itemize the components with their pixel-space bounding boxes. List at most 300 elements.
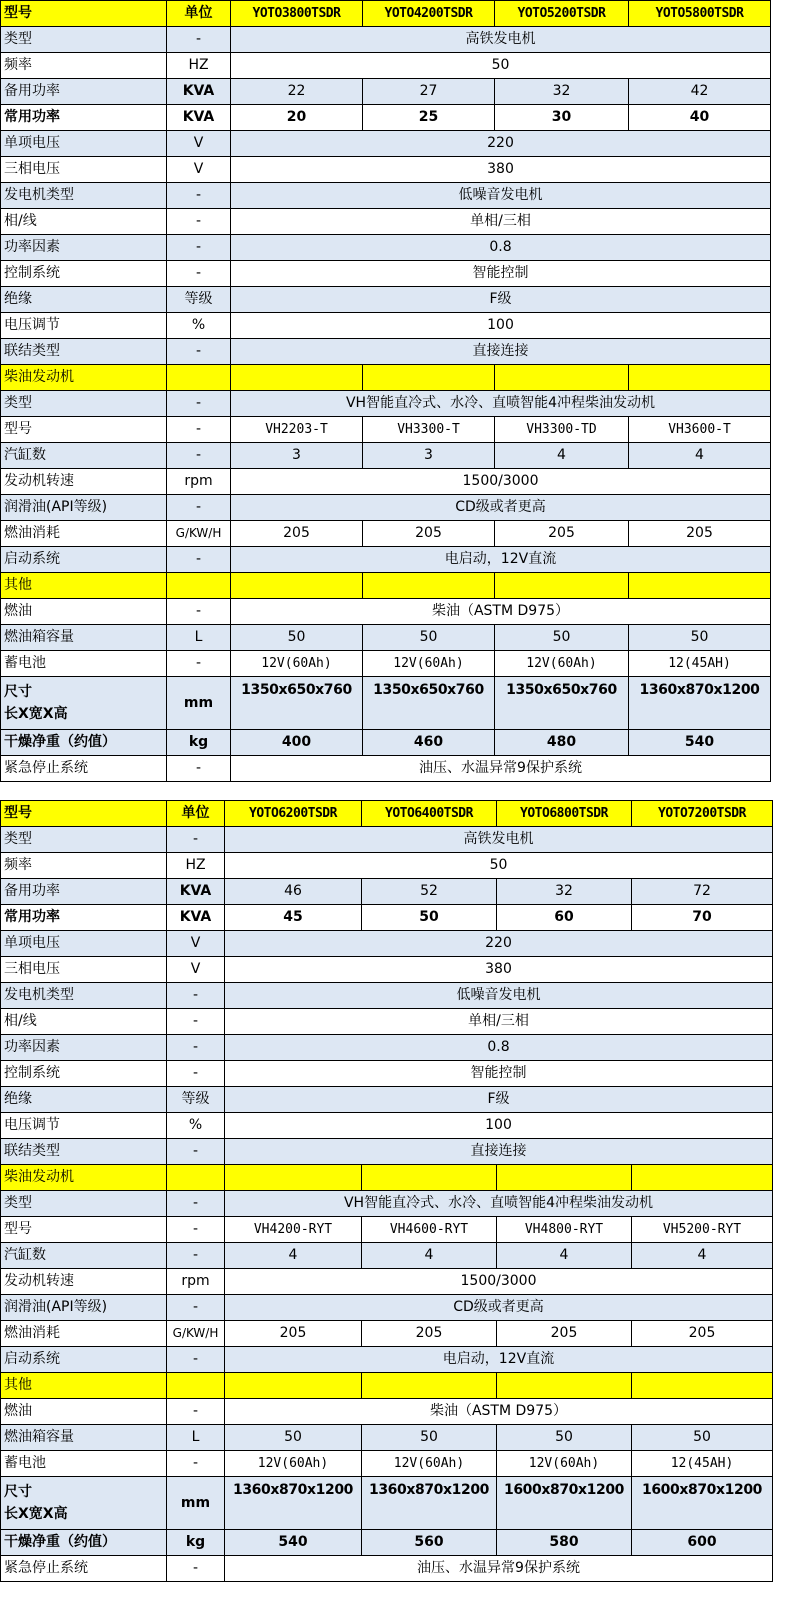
- weight-value: 540: [629, 730, 771, 756]
- tank-value: 50: [362, 1425, 497, 1451]
- dimensions-row: [1, 1477, 773, 1530]
- empty-cell: [231, 365, 363, 391]
- standby-value: 27: [363, 79, 495, 105]
- freq-value: 50: [225, 853, 773, 879]
- engine-type-row: [1, 1191, 773, 1217]
- engine-model-value: VH3300-T: [363, 417, 495, 443]
- battery-value: 12V(60Ah): [363, 651, 495, 677]
- cylinders-unit: -: [167, 1243, 225, 1269]
- empty-cell: [225, 1165, 362, 1191]
- estop-value: 油压、水温异常9保护系统: [225, 1556, 773, 1582]
- coupling-row: [1, 339, 771, 365]
- insulation-label: 绝缘: [1, 1087, 167, 1113]
- prime-unit: KVA: [167, 105, 231, 131]
- model-label: 型号: [1, 1, 167, 27]
- estop-label: 紧急停止系统: [1, 1556, 167, 1582]
- empty-cell: [632, 1165, 773, 1191]
- lube-row: [1, 1295, 773, 1321]
- prime-row: [1, 905, 773, 931]
- dimensions-label-line2: 长X宽X高: [4, 1506, 68, 1522]
- empty-cell: [497, 1373, 632, 1399]
- gen-type-row: [1, 983, 773, 1009]
- weight-value: 480: [495, 730, 629, 756]
- cylinders-label: 汽缸数: [1, 443, 167, 469]
- tank-row: [1, 1425, 773, 1451]
- single-voltage-unit: V: [167, 131, 231, 157]
- engine-model-unit: -: [167, 417, 231, 443]
- engine-model-label: 型号: [1, 1217, 167, 1243]
- prime-row: [1, 105, 771, 131]
- standby-row: [1, 79, 771, 105]
- three-voltage-value: 380: [231, 157, 771, 183]
- tank-value: 50: [495, 625, 629, 651]
- vreg-value: 100: [231, 313, 771, 339]
- standby-unit: KVA: [167, 879, 225, 905]
- tank-label: 燃油箱容量: [1, 625, 167, 651]
- engine-type-row: [1, 391, 771, 417]
- other-section-row: [1, 1373, 773, 1399]
- engine-model-value: VH3600-T: [629, 417, 771, 443]
- battery-unit: -: [167, 651, 231, 677]
- weight-label: 干燥净重（约值）: [1, 730, 167, 756]
- control-label: 控制系统: [1, 261, 167, 287]
- engine-type-unit: -: [167, 391, 231, 417]
- gen-type-unit: -: [167, 183, 231, 209]
- battery-value: 12V(60Ah): [225, 1451, 362, 1477]
- model-cell: YOTO7200TSDR: [632, 801, 773, 827]
- battery-value: 12(45AH): [632, 1451, 773, 1477]
- lube-unit: -: [167, 495, 231, 521]
- type-unit: -: [167, 827, 225, 853]
- weight-label: 干燥净重（约值）: [1, 1530, 167, 1556]
- speed-label: 发动机转速: [1, 1269, 167, 1295]
- fuel-label: 燃油: [1, 599, 167, 625]
- prime-unit: KVA: [167, 905, 225, 931]
- insulation-row: [1, 287, 771, 313]
- weight-value: 560: [362, 1530, 497, 1556]
- start-label: 启动系统: [1, 1347, 167, 1373]
- control-value: 智能控制: [225, 1061, 773, 1087]
- insulation-unit: 等级: [167, 1087, 225, 1113]
- battery-value: 12V(60Ah): [362, 1451, 497, 1477]
- tank-value: 50: [629, 625, 771, 651]
- start-unit: -: [167, 1347, 225, 1373]
- prime-value: 45: [225, 905, 362, 931]
- standby-label: 备用功率: [1, 79, 167, 105]
- estop-label: 紧急停止系统: [1, 756, 167, 782]
- freq-unit: HZ: [167, 53, 231, 79]
- battery-value: 12V(60Ah): [231, 651, 363, 677]
- lube-row: [1, 495, 771, 521]
- tank-value: 50: [363, 625, 495, 651]
- model-label: 型号: [1, 801, 167, 827]
- dimensions-unit: mm: [167, 677, 231, 730]
- start-label: 启动系统: [1, 547, 167, 573]
- empty-cell: [495, 573, 629, 599]
- weight-unit: kg: [167, 730, 231, 756]
- single-voltage-value: 220: [231, 131, 771, 157]
- engine-model-value: VH2203-T: [231, 417, 363, 443]
- empty-cell: [167, 365, 231, 391]
- weight-value: 580: [497, 1530, 632, 1556]
- insulation-label: 绝缘: [1, 287, 167, 313]
- estop-unit: -: [167, 756, 231, 782]
- pf-row: [1, 235, 771, 261]
- type-value: 高铁发电机: [231, 27, 771, 53]
- engine-model-value: VH3300-TD: [495, 417, 629, 443]
- freq-value: 50: [231, 53, 771, 79]
- standby-value: 72: [632, 879, 773, 905]
- tank-unit: L: [167, 625, 231, 651]
- engine-section-label: 柴油发动机: [1, 365, 167, 391]
- phase-value: 单相/三相: [225, 1009, 773, 1035]
- control-unit: -: [167, 1061, 225, 1087]
- engine-type-value: VH智能直冷式、水冷、直喷智能4冲程柴油发动机: [225, 1191, 773, 1217]
- vreg-row: [1, 313, 771, 339]
- engine-section-row: [1, 1165, 773, 1191]
- pf-unit: -: [167, 235, 231, 261]
- standby-value: 22: [231, 79, 363, 105]
- empty-cell: [629, 573, 771, 599]
- pf-label: 功率因素: [1, 1035, 167, 1061]
- gen-type-label: 发电机类型: [1, 183, 167, 209]
- engine-type-value: VH智能直冷式、水冷、直喷智能4冲程柴油发动机: [231, 391, 771, 417]
- engine-model-value: VH4200-RYT: [225, 1217, 362, 1243]
- engine-model-value: VH4600-RYT: [362, 1217, 497, 1243]
- speed-value: 1500/3000: [231, 469, 771, 495]
- weight-value: 600: [632, 1530, 773, 1556]
- model-cell: YOTO3800TSDR: [231, 1, 363, 27]
- coupling-unit: -: [167, 339, 231, 365]
- dimensions-value: 1360x870x1200: [362, 1477, 497, 1530]
- cylinders-value: 4: [225, 1243, 362, 1269]
- cylinders-value: 4: [495, 443, 629, 469]
- estop-row: [1, 1556, 773, 1582]
- phase-value: 单相/三相: [231, 209, 771, 235]
- standby-value: 52: [362, 879, 497, 905]
- speed-label: 发动机转速: [1, 469, 167, 495]
- lube-unit: -: [167, 1295, 225, 1321]
- spec-table-2: [0, 800, 773, 1582]
- speed-row: [1, 469, 771, 495]
- header-row: [1, 801, 773, 827]
- coupling-value: 直接连接: [225, 1139, 773, 1165]
- fuel-consumption-unit: G/KW/H: [167, 521, 231, 547]
- spec-table-1: [0, 0, 771, 782]
- estop-row: [1, 756, 771, 782]
- prime-value: 70: [632, 905, 773, 931]
- freq-unit: HZ: [167, 853, 225, 879]
- tank-value: 50: [632, 1425, 773, 1451]
- tank-value: 50: [231, 625, 363, 651]
- type-unit: -: [167, 27, 231, 53]
- start-row: [1, 547, 771, 573]
- model-cell: YOTO4200TSDR: [363, 1, 495, 27]
- three-voltage-label: 三相电压: [1, 957, 167, 983]
- engine-type-label: 类型: [1, 1191, 167, 1217]
- speed-unit: rpm: [167, 1269, 225, 1295]
- cylinders-value: 4: [629, 443, 771, 469]
- fuel-value: 柴油（ASTM D975）: [231, 599, 771, 625]
- vreg-row: [1, 1113, 773, 1139]
- prime-value: 30: [495, 105, 629, 131]
- tank-row: [1, 625, 771, 651]
- fuel-consumption-row: [1, 1321, 773, 1347]
- dimensions-label-line2: 长X宽X高: [4, 706, 68, 722]
- pf-value: 0.8: [225, 1035, 773, 1061]
- engine-model-unit: -: [167, 1217, 225, 1243]
- lube-label: 润滑油(API等级): [1, 1295, 167, 1321]
- weight-value: 540: [225, 1530, 362, 1556]
- start-value: 电启动，12V直流: [225, 1347, 773, 1373]
- three-voltage-label: 三相电压: [1, 157, 167, 183]
- type-value: 高铁发电机: [225, 827, 773, 853]
- empty-cell: [362, 1165, 497, 1191]
- empty-cell: [167, 1373, 225, 1399]
- dimensions-unit: mm: [167, 1477, 225, 1530]
- phase-unit: -: [167, 1009, 225, 1035]
- coupling-label: 联结类型: [1, 339, 167, 365]
- fuel-label: 燃油: [1, 1399, 167, 1425]
- vreg-unit: %: [167, 1113, 225, 1139]
- single-voltage-label: 单项电压: [1, 931, 167, 957]
- dimensions-value: 1360x870x1200: [225, 1477, 362, 1530]
- empty-cell: [167, 1165, 225, 1191]
- fuel-consumption-value: 205: [632, 1321, 773, 1347]
- empty-cell: [495, 365, 629, 391]
- phase-row: [1, 1009, 773, 1035]
- fuel-consumption-value: 205: [629, 521, 771, 547]
- empty-cell: [231, 573, 363, 599]
- dimensions-row: [1, 677, 771, 730]
- standby-value: 32: [497, 879, 632, 905]
- dimensions-label-line1: 尺寸: [4, 1484, 32, 1500]
- battery-value: 12(45AH): [629, 651, 771, 677]
- estop-value: 油压、水温异常9保护系统: [231, 756, 771, 782]
- engine-model-value: VH5200-RYT: [632, 1217, 773, 1243]
- vreg-unit: %: [167, 313, 231, 339]
- fuel-consumption-row: [1, 521, 771, 547]
- model-cell: YOTO6800TSDR: [497, 801, 632, 827]
- single-voltage-unit: V: [167, 931, 225, 957]
- engine-model-row: [1, 417, 771, 443]
- fuel-consumption-value: 205: [363, 521, 495, 547]
- engine-model-label: 型号: [1, 417, 167, 443]
- cylinders-value: 4: [362, 1243, 497, 1269]
- fuel-consumption-value: 205: [495, 521, 629, 547]
- single-voltage-row: [1, 931, 773, 957]
- phase-label: 相/线: [1, 209, 167, 235]
- dimensions-value: 1600x870x1200: [632, 1477, 773, 1530]
- fuel-consumption-label: 燃油消耗: [1, 521, 167, 547]
- start-row: [1, 1347, 773, 1373]
- phase-row: [1, 209, 771, 235]
- start-value: 电启动，12V直流: [231, 547, 771, 573]
- gen-type-label: 发电机类型: [1, 983, 167, 1009]
- cylinders-row: [1, 443, 771, 469]
- unit-header: 单位: [167, 1, 231, 27]
- weight-value: 460: [363, 730, 495, 756]
- model-cell: YOTO5200TSDR: [495, 1, 629, 27]
- empty-cell: [363, 573, 495, 599]
- phase-label: 相/线: [1, 1009, 167, 1035]
- dimensions-value: 1350x650x760: [231, 677, 363, 730]
- battery-label: 蓄电池: [1, 1451, 167, 1477]
- empty-cell: [363, 365, 495, 391]
- control-unit: -: [167, 261, 231, 287]
- empty-cell: [632, 1373, 773, 1399]
- three-voltage-unit: V: [167, 157, 231, 183]
- freq-row: [1, 53, 771, 79]
- weight-unit: kg: [167, 1530, 225, 1556]
- dimensions-label-line1: 尺寸: [4, 684, 32, 700]
- fuel-consumption-value: 205: [362, 1321, 497, 1347]
- standby-label: 备用功率: [1, 879, 167, 905]
- fuel-row: [1, 599, 771, 625]
- pf-value: 0.8: [231, 235, 771, 261]
- fuel-row: [1, 1399, 773, 1425]
- engine-model-value: VH4800-RYT: [497, 1217, 632, 1243]
- other-section-label: 其他: [1, 1373, 167, 1399]
- gen-type-unit: -: [167, 983, 225, 1009]
- start-unit: -: [167, 547, 231, 573]
- weight-value: 400: [231, 730, 363, 756]
- model-cell: YOTO6400TSDR: [362, 801, 497, 827]
- unit-header: 单位: [167, 801, 225, 827]
- pf-unit: -: [167, 1035, 225, 1061]
- coupling-value: 直接连接: [231, 339, 771, 365]
- fuel-consumption-unit: G/KW/H: [167, 1321, 225, 1347]
- fuel-consumption-label: 燃油消耗: [1, 1321, 167, 1347]
- battery-label: 蓄电池: [1, 651, 167, 677]
- lube-value: CD级或者更高: [231, 495, 771, 521]
- battery-row: [1, 651, 771, 677]
- three-voltage-unit: V: [167, 957, 225, 983]
- coupling-label: 联结类型: [1, 1139, 167, 1165]
- engine-type-label: 类型: [1, 391, 167, 417]
- lube-label: 润滑油(API等级): [1, 495, 167, 521]
- gen-type-value: 低噪音发电机: [231, 183, 771, 209]
- type-label: 类型: [1, 27, 167, 53]
- gen-type-value: 低噪音发电机: [225, 983, 773, 1009]
- standby-row: [1, 879, 773, 905]
- cylinders-unit: -: [167, 443, 231, 469]
- cylinders-value: 4: [632, 1243, 773, 1269]
- model-cell: YOTO5800TSDR: [629, 1, 771, 27]
- fuel-consumption-value: 205: [497, 1321, 632, 1347]
- standby-value: 46: [225, 879, 362, 905]
- fuel-unit: -: [167, 1399, 225, 1425]
- engine-section-label: 柴油发动机: [1, 1165, 167, 1191]
- three-voltage-row: [1, 957, 773, 983]
- tank-unit: L: [167, 1425, 225, 1451]
- freq-label: 频率: [1, 53, 167, 79]
- lube-value: CD级或者更高: [225, 1295, 773, 1321]
- other-section-row: [1, 573, 771, 599]
- single-voltage-label: 单项电压: [1, 131, 167, 157]
- vreg-label: 电压调节: [1, 313, 167, 339]
- prime-label: 常用功率: [1, 105, 167, 131]
- control-row: [1, 1061, 773, 1087]
- coupling-row: [1, 1139, 773, 1165]
- three-voltage-value: 380: [225, 957, 773, 983]
- battery-unit: -: [167, 1451, 225, 1477]
- type-label: 类型: [1, 827, 167, 853]
- fuel-consumption-value: 205: [231, 521, 363, 547]
- type-row: [1, 27, 771, 53]
- fuel-consumption-value: 205: [225, 1321, 362, 1347]
- insulation-unit: 等级: [167, 287, 231, 313]
- battery-value: 12V(60Ah): [495, 651, 629, 677]
- empty-cell: [362, 1373, 497, 1399]
- empty-cell: [497, 1165, 632, 1191]
- three-voltage-row: [1, 157, 771, 183]
- speed-row: [1, 1269, 773, 1295]
- pf-row: [1, 1035, 773, 1061]
- dimensions-value: 1350x650x760: [495, 677, 629, 730]
- engine-section-row: [1, 365, 771, 391]
- tank-label: 燃油箱容量: [1, 1425, 167, 1451]
- engine-model-row: [1, 1217, 773, 1243]
- vreg-label: 电压调节: [1, 1113, 167, 1139]
- other-section-label: 其他: [1, 573, 167, 599]
- empty-cell: [225, 1373, 362, 1399]
- control-value: 智能控制: [231, 261, 771, 287]
- insulation-value: F级: [225, 1087, 773, 1113]
- speed-value: 1500/3000: [225, 1269, 773, 1295]
- standby-value: 42: [629, 79, 771, 105]
- cylinders-row: [1, 1243, 773, 1269]
- insulation-value: F级: [231, 287, 771, 313]
- prime-value: 60: [497, 905, 632, 931]
- engine-type-unit: -: [167, 1191, 225, 1217]
- weight-row: [1, 730, 771, 756]
- dimensions-value: 1600x870x1200: [497, 1477, 632, 1530]
- pf-label: 功率因素: [1, 235, 167, 261]
- control-label: 控制系统: [1, 1061, 167, 1087]
- cylinders-value: 4: [497, 1243, 632, 1269]
- header-row: [1, 1, 771, 27]
- freq-label: 频率: [1, 853, 167, 879]
- weight-row: [1, 1530, 773, 1556]
- fuel-unit: -: [167, 599, 231, 625]
- freq-row: [1, 853, 773, 879]
- single-voltage-row: [1, 131, 771, 157]
- gen-type-row: [1, 183, 771, 209]
- cylinders-value: 3: [231, 443, 363, 469]
- insulation-row: [1, 1087, 773, 1113]
- empty-cell: [167, 573, 231, 599]
- battery-value: 12V(60Ah): [497, 1451, 632, 1477]
- tank-value: 50: [225, 1425, 362, 1451]
- prime-value: 50: [362, 905, 497, 931]
- prime-value: 20: [231, 105, 363, 131]
- vreg-value: 100: [225, 1113, 773, 1139]
- speed-unit: rpm: [167, 469, 231, 495]
- prime-value: 40: [629, 105, 771, 131]
- cylinders-label: 汽缸数: [1, 1243, 167, 1269]
- model-cell: YOTO6200TSDR: [225, 801, 362, 827]
- dimensions-label: [1, 1477, 167, 1530]
- standby-value: 32: [495, 79, 629, 105]
- prime-value: 25: [363, 105, 495, 131]
- estop-unit: -: [167, 1556, 225, 1582]
- single-voltage-value: 220: [225, 931, 773, 957]
- coupling-unit: -: [167, 1139, 225, 1165]
- control-row: [1, 261, 771, 287]
- battery-row: [1, 1451, 773, 1477]
- type-row: [1, 827, 773, 853]
